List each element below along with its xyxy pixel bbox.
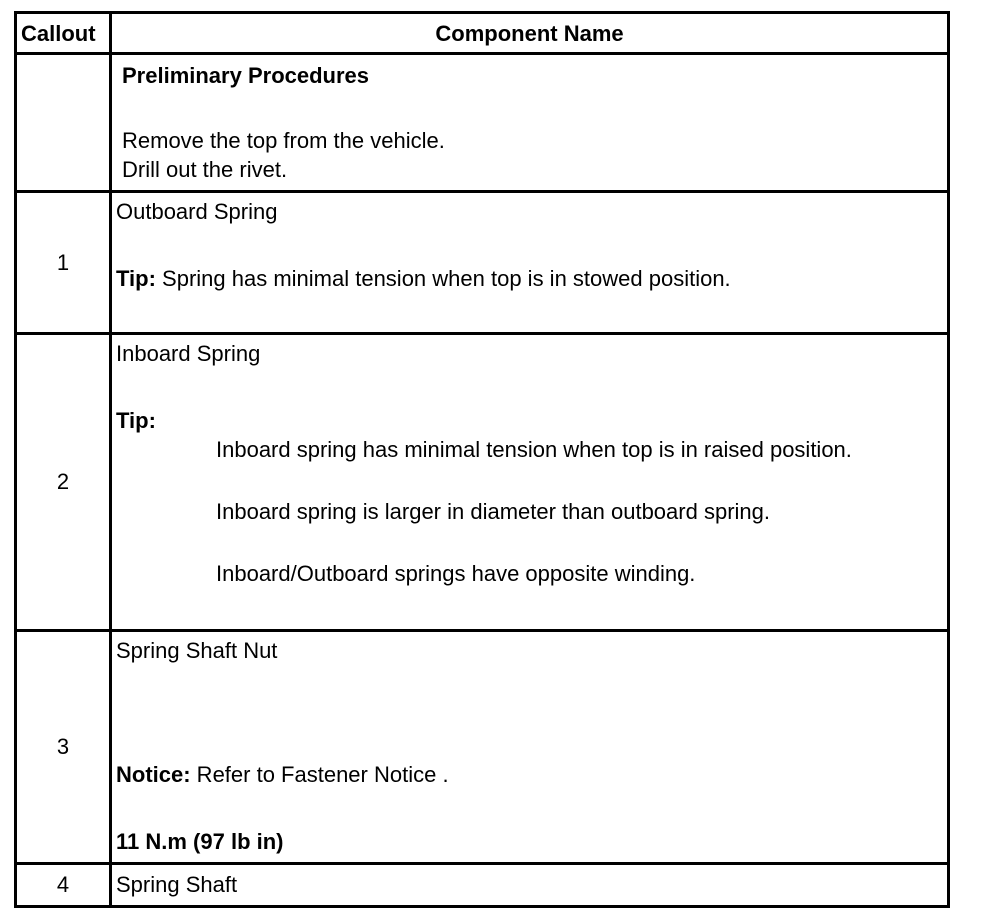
tip-text: Spring has minimal tension when top is in stowed position. [155,266,731,292]
component-name: Outboard Spring [116,199,278,225]
header-component-name: Component Name [111,13,949,54]
component-name: Spring Shaft [116,872,238,898]
tip-label: Tip: [116,266,156,292]
callout-number: 4 [16,863,111,906]
callout-number: 2 [16,334,111,630]
table-row [16,334,949,630]
tip-item: Inboard spring has minimal tension when top is in raised position. [216,437,852,463]
component-cell [111,863,949,906]
tip-item: Inboard/Outboard springs have opposite winding. [216,561,696,587]
notice-line [116,760,947,789]
component-name: Spring Shaft Nut [116,637,278,663]
notice-label: Notice: [116,761,191,787]
tip-line [116,264,947,293]
component-cell [111,192,949,334]
component-cell [111,334,949,630]
preliminary-step: Remove the top from the vehicle. [122,128,445,154]
torque-spec: 11 N.m (97 lb in) [116,828,284,854]
preliminary-steps [122,126,947,184]
preliminary-row [16,54,949,192]
callout-number: 1 [16,192,111,334]
callout-number: 3 [16,630,111,863]
component-name: Inboard Spring [116,341,261,367]
preliminary-title: Preliminary Procedures [122,63,370,89]
header-callout: Callout [16,13,111,54]
preliminary-callout-cell [16,54,111,192]
tip-label: Tip: [116,408,156,434]
tip-list [116,435,947,588]
component-cell [111,630,949,863]
component-table [14,11,950,908]
table-row [16,863,949,906]
table-row [16,192,949,334]
tip-item: Inboard spring is larger in diameter than outboard spring. [216,499,770,525]
preliminary-step: Drill out the rivet. [122,157,288,183]
table-row [16,630,949,863]
notice-text: Refer to Fastener Notice . [190,761,449,787]
table-header-row [16,13,949,54]
preliminary-content-cell [111,54,949,192]
